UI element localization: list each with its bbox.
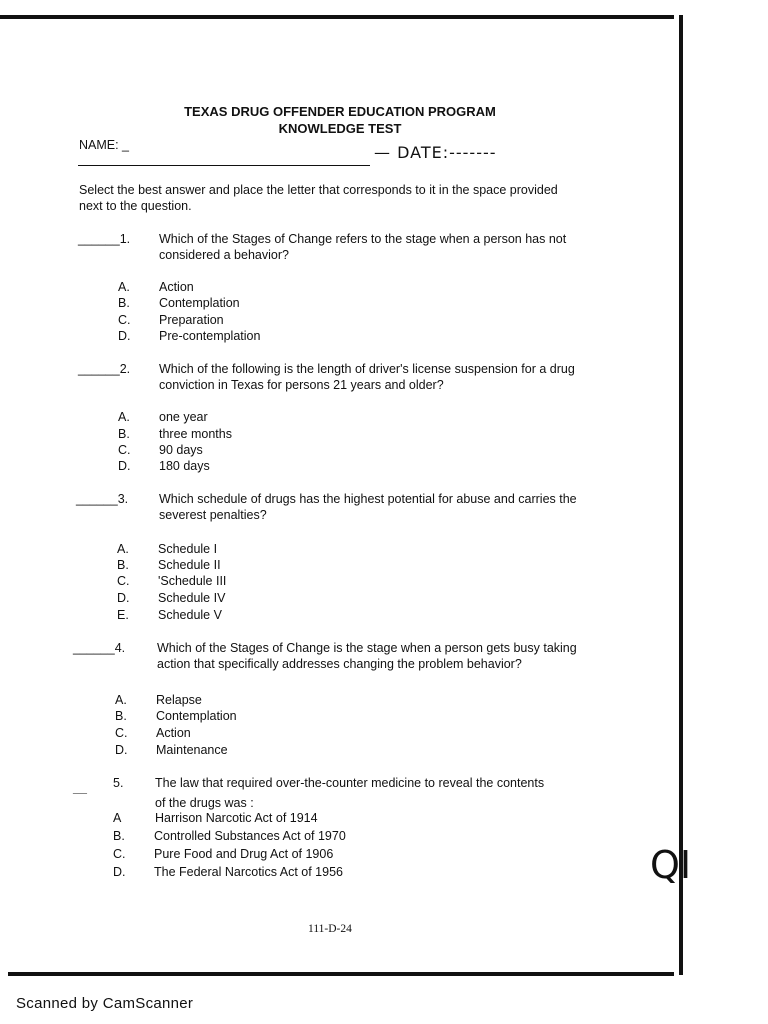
q1-option-letter: A.: [118, 280, 130, 294]
question-2-text-cont: conviction in Texas for persons 21 years and older?: [159, 378, 444, 392]
question-5-answer-blank[interactable]: __: [73, 781, 87, 795]
q3-option-text: 'Schedule III: [158, 574, 227, 588]
q5-option-letter: B.: [113, 829, 125, 843]
question-4-text-cont: action that specifically addresses changing the problem behavior?: [157, 657, 522, 671]
bottom-border-line: [8, 972, 674, 976]
q1-option-letter: B.: [118, 296, 130, 310]
question-2-text: Which of the following is the length of driver's license suspension for a drug: [159, 362, 575, 376]
q1-option-letter: D.: [118, 329, 131, 343]
q4-option-letter: B.: [115, 709, 127, 723]
q3-option-text: Schedule V: [158, 608, 222, 622]
q4-option-text: Action: [156, 726, 191, 740]
q3-option-letter: D.: [117, 591, 130, 605]
scanner-watermark: Scanned by CamScanner: [16, 995, 194, 1012]
q1-option-letter: C.: [118, 313, 131, 327]
q1-option-text: Pre-contemplation: [159, 329, 261, 343]
top-border-line: [0, 15, 674, 19]
q1-option-text: Preparation: [159, 313, 224, 327]
q4-option-letter: D.: [115, 743, 128, 757]
q2-option-letter: B.: [118, 427, 130, 441]
q5-option-letter: C.: [113, 847, 126, 861]
question-3-number[interactable]: ______3.: [76, 492, 129, 506]
question-1-text: Which of the Stages of Change refers to the stage when a person has not: [159, 232, 567, 246]
q3-option-letter: B.: [117, 558, 129, 572]
right-border-line: [679, 15, 683, 975]
handwritten-mark: QI: [650, 843, 692, 887]
name-label: NAME: _: [79, 138, 130, 152]
q3-option-text: Schedule IV: [158, 591, 226, 605]
page-code: 111-D-24: [308, 923, 352, 935]
question-5-text-cont: of the drugs was :: [155, 796, 254, 810]
q5-option-text: Harrison Narcotic Act of 1914: [155, 811, 318, 825]
document-title: TEXAS DRUG OFFENDER EDUCATION PROGRAM: [184, 104, 496, 119]
question-1-text-cont: considered a behavior?: [159, 248, 289, 262]
q2-option-text: three months: [159, 427, 232, 441]
q5-option-text: The Federal Narcotics Act of 1956: [154, 865, 343, 879]
q5-option-text: Pure Food and Drug Act of 1906: [154, 847, 334, 861]
q1-option-text: Action: [159, 280, 194, 294]
q3-option-letter: E.: [117, 608, 129, 622]
name-blank-line[interactable]: [78, 165, 370, 166]
date-label: — DATE:-------: [374, 143, 497, 162]
q2-option-text: 180 days: [159, 459, 210, 473]
q2-option-letter: A.: [118, 410, 130, 424]
q4-option-letter: C.: [115, 726, 128, 740]
q4-option-letter: A.: [115, 693, 127, 707]
question-1-number[interactable]: ______1.: [78, 232, 131, 246]
instructions-line-2: next to the question.: [79, 199, 192, 213]
document-subtitle: KNOWLEDGE TEST: [278, 121, 402, 136]
q4-option-text: Maintenance: [156, 743, 228, 757]
question-4-number[interactable]: ______4.: [73, 641, 126, 655]
q3-option-letter: A.: [117, 542, 129, 556]
q2-option-letter: D.: [118, 459, 131, 473]
question-5-text: The law that required over-the-counter medicine to reveal the contents: [155, 776, 545, 790]
q5-option-letter: D.: [113, 865, 126, 879]
q3-option-text: Schedule II: [158, 558, 221, 572]
question-5-number: 5.: [113, 776, 124, 790]
q4-option-text: Contemplation: [156, 709, 237, 723]
q4-option-text: Relapse: [156, 693, 202, 707]
q5-option-text: Controlled Substances Act of 1970: [154, 829, 346, 843]
q2-option-letter: C.: [118, 443, 131, 457]
q5-option-letter: A: [113, 811, 122, 825]
q3-option-letter: C.: [117, 574, 130, 588]
q2-option-text: one year: [159, 410, 208, 424]
q3-option-text: Schedule I: [158, 542, 218, 556]
question-3-text-cont: severest penalties?: [159, 508, 267, 522]
q1-option-text: Contemplation: [159, 296, 240, 310]
q2-option-text: 90 days: [159, 443, 203, 457]
question-4-text: Which of the Stages of Change is the stage when a person gets busy taking: [157, 641, 577, 655]
instructions-line-1: Select the best answer and place the letter that corresponds to it in the space provided: [79, 183, 558, 197]
question-3-text: Which schedule of drugs has the highest potential for abuse and carries the: [159, 492, 577, 506]
question-2-number[interactable]: ______2.: [78, 362, 131, 376]
